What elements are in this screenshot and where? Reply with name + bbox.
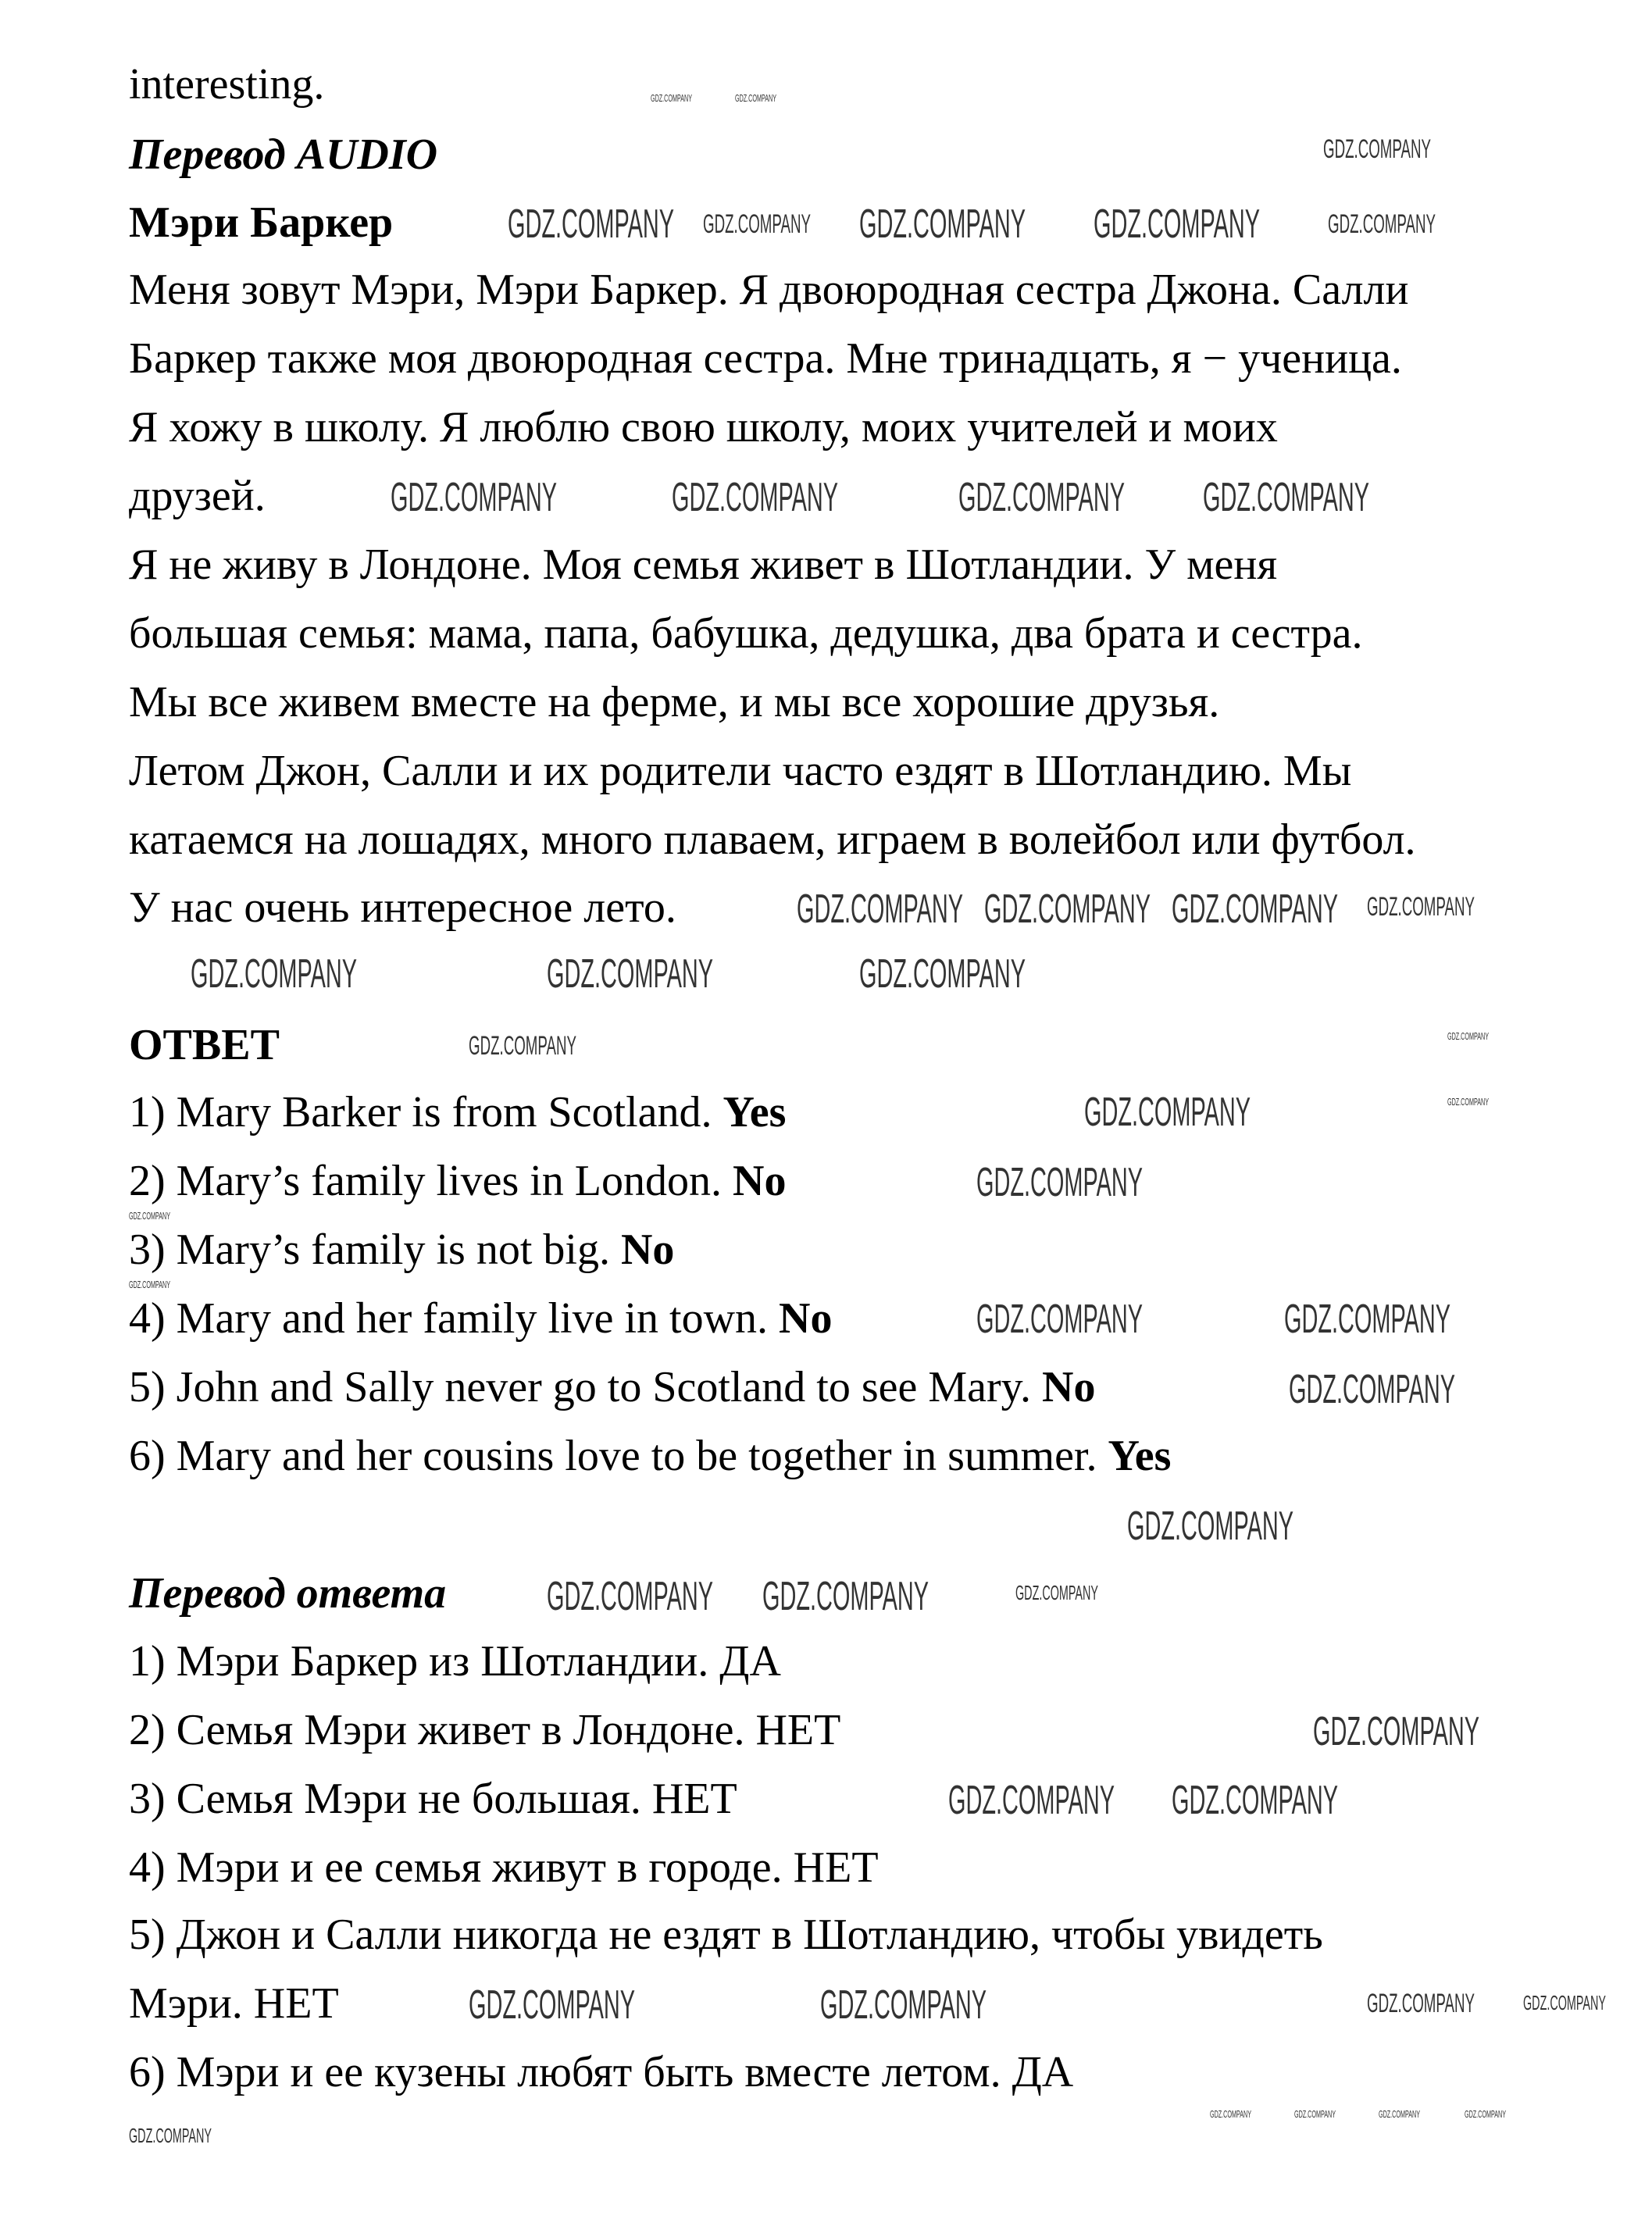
answer-statement: 3) Mary’s family is not big.	[129, 1226, 621, 1274]
answer-value: Yes	[723, 1088, 787, 1136]
watermark	[1289, 1367, 1457, 1408]
svg-text:GDZ.COMPANY: GDZ.COMPANY	[958, 475, 1125, 516]
paragraph-line: Меня зовут Мэри, Мэри Баркер. Я двоюродная сестра Джона. Салли	[129, 266, 1409, 314]
watermark	[547, 1574, 715, 1615]
answer-item	[129, 1429, 1171, 1483]
answer-item	[129, 1291, 832, 1346]
svg-text:GDZ.COMPANY: GDZ.COMPANY	[391, 475, 557, 516]
svg-text:GDZ.COMPANY: GDZ.COMPANY	[820, 1982, 987, 2023]
svg-text:GDZ.COMPANY: GDZ.COMPANY	[1172, 1778, 1338, 1818]
answer-statement: 4) Mary and her family live in town.	[129, 1294, 780, 1343]
svg-text:GDZ.COMPANY: GDZ.COMPANY	[1203, 475, 1369, 516]
watermark	[1323, 134, 1433, 161]
svg-text:GDZ.COMPANY: GDZ.COMPANY	[1447, 1030, 1490, 1041]
svg-text:GDZ.COMPANY: GDZ.COMPANY	[129, 1210, 171, 1221]
svg-text:GDZ.COMPANY: GDZ.COMPANY	[976, 1160, 1143, 1201]
answer-statement: 1) Mary Barker is from Scotland.	[129, 1088, 723, 1136]
translation-line: 4) Мэри и ее семья живут в городе. НЕТ	[129, 1843, 879, 1892]
watermark	[651, 92, 693, 103]
answer-heading: ОТВЕТ	[129, 1021, 280, 1069]
svg-text:GDZ.COMPANY: GDZ.COMPANY	[547, 1574, 713, 1615]
watermark	[984, 887, 1152, 927]
svg-text:GDZ.COMPANY: GDZ.COMPANY	[1294, 2108, 1336, 2119]
watermark	[1523, 1992, 1607, 2012]
paragraph-line: катаемся на лошадях, много плаваем, играем в волейбол или футбол.	[129, 815, 1416, 864]
watermark	[129, 2125, 213, 2145]
answer-statement: 2) Mary’s family lives in London.	[129, 1157, 733, 1205]
watermark	[958, 475, 1126, 516]
watermark	[976, 1160, 1144, 1201]
svg-text:GDZ.COMPANY: GDZ.COMPANY	[547, 951, 713, 992]
answer-item	[129, 1154, 786, 1208]
watermark	[1367, 892, 1476, 919]
svg-text:GDZ.COMPANY: GDZ.COMPANY	[469, 1031, 576, 1058]
watermark	[129, 1210, 171, 1221]
watermark	[1084, 1090, 1252, 1130]
watermark	[672, 475, 840, 516]
watermark	[762, 1574, 930, 1615]
paragraph-line: Баркер также моя двоюродная сестра. Мне тринадцать, я − ученица.	[129, 334, 1402, 383]
svg-text:GDZ.COMPANY: GDZ.COMPANY	[1172, 887, 1338, 927]
translation-line: 2) Семья Мэри живет в Лондоне. НЕТ	[129, 1706, 841, 1754]
svg-text:GDZ.COMPANY: GDZ.COMPANY	[1523, 1992, 1606, 2012]
svg-text:GDZ.COMPANY: GDZ.COMPANY	[1313, 1709, 1479, 1750]
svg-text:GDZ.COMPANY: GDZ.COMPANY	[1084, 1090, 1251, 1130]
paragraph-line: Мы все живем вместе на ферме, и мы все хорошие друзья.	[129, 678, 1220, 726]
svg-text:GDZ.COMPANY: GDZ.COMPANY	[191, 951, 357, 992]
watermark	[859, 951, 1027, 992]
answer-statement: 5) John and Sally never go to Scotland to see Mary.	[129, 1363, 1043, 1411]
svg-text:GDZ.COMPANY: GDZ.COMPANY	[859, 202, 1026, 242]
paragraph-line: большая семья: мама, папа, бабушка, дедушка, два брата и сестра.	[129, 609, 1363, 658]
watermark	[1328, 209, 1437, 236]
watermark	[469, 1031, 578, 1058]
svg-text:GDZ.COMPANY: GDZ.COMPANY	[1367, 1989, 1475, 2015]
watermark	[1284, 1297, 1452, 1337]
watermark	[1015, 1582, 1100, 1602]
svg-text:GDZ.COMPANY: GDZ.COMPANY	[129, 1279, 171, 1290]
svg-text:GDZ.COMPANY: GDZ.COMPANY	[703, 209, 811, 236]
answer-value: Yes	[1108, 1432, 1172, 1480]
translation-line: 5) Джон и Салли никогда не ездят в Шотландию, чтобы увидеть	[129, 1911, 1323, 1959]
watermark	[1210, 2108, 1252, 2119]
paragraph-line: друзей.	[129, 472, 266, 520]
answer-value: No	[1042, 1363, 1096, 1411]
svg-text:GDZ.COMPANY: GDZ.COMPANY	[1127, 1504, 1293, 1544]
svg-text:GDZ.COMPANY: GDZ.COMPANY	[984, 887, 1151, 927]
watermark	[820, 1982, 988, 2023]
watermark	[1127, 1504, 1295, 1544]
watermark	[859, 202, 1027, 242]
svg-text:GDZ.COMPANY: GDZ.COMPANY	[1094, 202, 1260, 242]
paragraph-line: Я хожу в школу. Я люблю свою школу, моих учителей и моих	[129, 403, 1278, 451]
svg-text:GDZ.COMPANY: GDZ.COMPANY	[672, 475, 838, 516]
watermark	[1367, 1989, 1476, 2015]
watermark	[391, 475, 558, 516]
svg-text:GDZ.COMPANY: GDZ.COMPANY	[469, 1982, 635, 2023]
watermark	[1172, 887, 1340, 927]
svg-text:GDZ.COMPANY: GDZ.COMPANY	[1447, 1096, 1490, 1107]
audio-translation-heading: Перевод AUDIO	[129, 130, 438, 179]
svg-text:GDZ.COMPANY: GDZ.COMPANY	[1284, 1297, 1450, 1337]
svg-text:GDZ.COMPANY: GDZ.COMPANY	[1465, 2108, 1507, 2119]
svg-text:GDZ.COMPANY: GDZ.COMPANY	[797, 887, 963, 927]
answer-item	[129, 1222, 674, 1277]
watermark	[976, 1297, 1144, 1337]
watermark	[797, 887, 965, 927]
watermark	[703, 209, 812, 236]
svg-text:GDZ.COMPANY: GDZ.COMPANY	[1379, 2108, 1421, 2119]
watermark	[1447, 1096, 1490, 1107]
watermark	[1094, 202, 1261, 242]
svg-text:GDZ.COMPANY: GDZ.COMPANY	[1328, 209, 1436, 236]
answer-value: No	[733, 1157, 787, 1205]
svg-text:GDZ.COMPANY: GDZ.COMPANY	[1210, 2108, 1252, 2119]
answer-item	[129, 1085, 786, 1140]
answer-value: No	[620, 1226, 675, 1274]
paragraph-line: Я не живу в Лондоне. Моя семья живет в Шотландии. У меня	[129, 541, 1278, 589]
audio-translation-subheading: Мэри Баркер	[129, 198, 394, 247]
watermark	[948, 1778, 1116, 1818]
watermark	[547, 951, 715, 992]
watermark	[508, 202, 676, 242]
translation-line: 1) Мэри Баркер из Шотландии. ДА	[129, 1637, 781, 1686]
paragraph-line: У нас очень интересное лето.	[129, 883, 676, 932]
translation-line: Мэри. НЕТ	[129, 1979, 339, 2028]
watermark	[1203, 475, 1371, 516]
watermark	[735, 92, 777, 103]
watermark	[469, 1982, 637, 2023]
watermark	[1172, 1778, 1340, 1818]
svg-text:GDZ.COMPANY: GDZ.COMPANY	[948, 1778, 1115, 1818]
svg-text:GDZ.COMPANY: GDZ.COMPANY	[508, 202, 674, 242]
watermark	[191, 951, 359, 992]
translation-line: 6) Мэри и ее кузены любят быть вместе летом. ДА	[129, 2048, 1074, 2096]
answer-value: No	[779, 1294, 833, 1343]
paragraph-line: Летом Джон, Салли и их родители часто ездят в Шотландию. Мы	[129, 747, 1352, 795]
svg-text:GDZ.COMPANY: GDZ.COMPANY	[1015, 1582, 1098, 1602]
svg-text:GDZ.COMPANY: GDZ.COMPANY	[129, 2125, 212, 2145]
svg-text:GDZ.COMPANY: GDZ.COMPANY	[735, 92, 777, 103]
svg-text:GDZ.COMPANY: GDZ.COMPANY	[762, 1574, 929, 1615]
svg-text:GDZ.COMPANY: GDZ.COMPANY	[976, 1297, 1143, 1337]
answer-statement: 6) Mary and her cousins love to be together in summer.	[129, 1432, 1108, 1480]
svg-text:GDZ.COMPANY: GDZ.COMPANY	[859, 951, 1026, 992]
svg-text:GDZ.COMPANY: GDZ.COMPANY	[651, 92, 693, 103]
translation-line: 3) Семья Мэри не большая. НЕТ	[129, 1775, 737, 1823]
svg-text:GDZ.COMPANY: GDZ.COMPANY	[1323, 134, 1431, 161]
answer-item	[129, 1360, 1095, 1415]
watermark	[1465, 2108, 1507, 2119]
watermark	[1294, 2108, 1336, 2119]
intro-tail: interesting.	[129, 60, 325, 109]
svg-text:GDZ.COMPANY: GDZ.COMPANY	[1289, 1367, 1455, 1408]
watermark	[129, 1279, 171, 1290]
answer-translation-heading: Перевод ответа	[129, 1569, 447, 1618]
watermark	[1379, 2108, 1421, 2119]
svg-text:GDZ.COMPANY: GDZ.COMPANY	[1367, 892, 1475, 919]
watermark	[1313, 1709, 1481, 1750]
watermark	[1447, 1030, 1490, 1041]
